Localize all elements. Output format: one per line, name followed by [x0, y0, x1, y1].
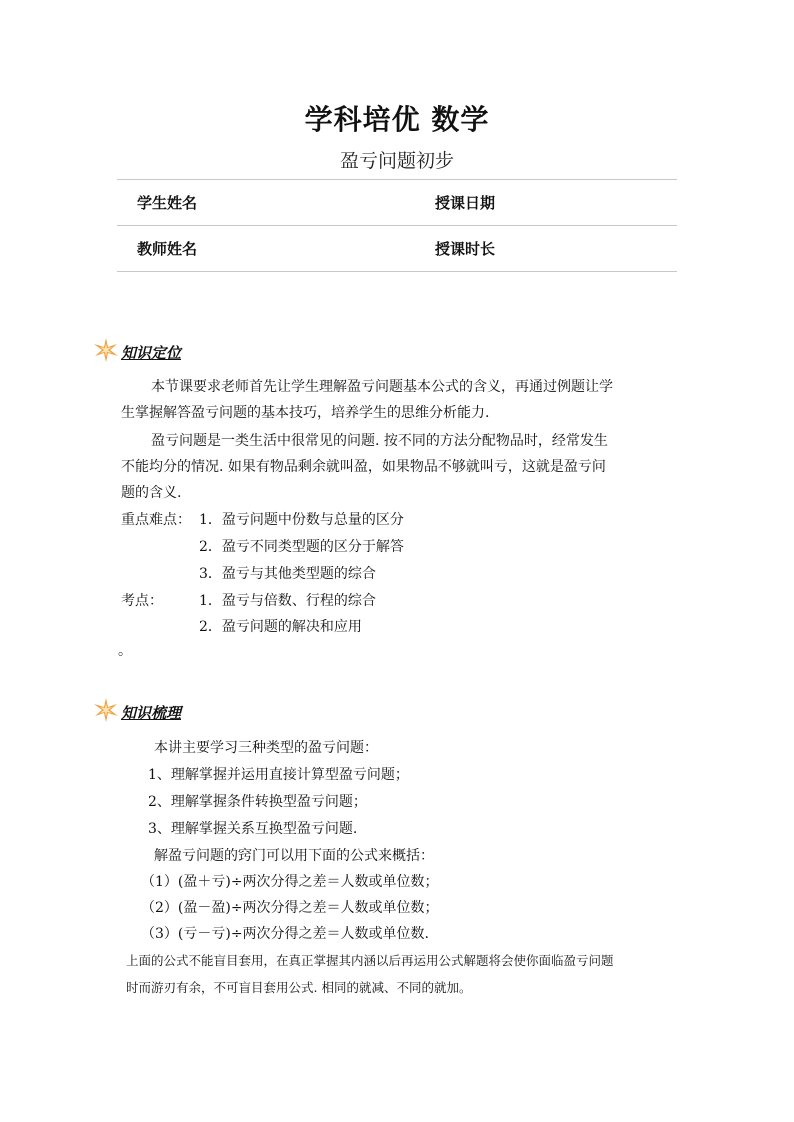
key-points-label: 重点难点： [121, 512, 191, 528]
para1-line1: 本节课要求老师首先让学生理解盈亏问题基本公式的含义，再通过例题让学 [151, 379, 613, 395]
type-item-1: 1、理解掌握并运用直接计算型盈亏问题； [148, 767, 409, 783]
section-heading-knowledge-position [92, 339, 181, 365]
formula-1: （1）(盈＋亏)÷两次分得之差＝人数或单位数； [141, 874, 439, 890]
exam-item-2: 2．盈亏问题的解决和应用 [199, 619, 362, 635]
para1-line2: 生掌握解答盈亏问题的基本技巧，培养学生的思维分析能力. [121, 405, 490, 421]
exam-points-label: 考点： [121, 593, 163, 609]
key-item-2: 2．盈亏不同类型题的区分于解答 [199, 539, 404, 555]
duration-label: 授课时长 [435, 226, 677, 272]
para2-line1: 盈亏问题是一类生活中很常见的问题. 按不同的方法分配物品时，经常发生 [151, 433, 608, 449]
exam-item-1: 1．盈亏与倍数、行程的综合 [199, 593, 376, 609]
date-label: 授课日期 [435, 180, 677, 226]
section-heading-label: 知识梳理 [121, 703, 182, 722]
page-title: 学科培优 数学 [304, 103, 490, 136]
info-row-1 [117, 180, 677, 226]
para2-line2: 不能均分的情况. 如果有物品剩余就叫盈，如果物品不够就叫亏，这就是盈亏问 [121, 459, 606, 475]
stray-mark: 。 [118, 643, 132, 659]
section-heading-knowledge-summary [92, 699, 181, 725]
note-line1: 上面的公式不能盲目套用，在真正掌握其内涵以后再运用公式解题将会使你面临盈亏问题 [126, 953, 614, 968]
type-item-2: 2、理解掌握条件转换型盈亏问题； [148, 794, 367, 810]
note-line2: 时而游刃有余，不可盲目套用公式. 相同的就减、不同的就加。 [126, 980, 472, 995]
formula-2: （2）(盈－盈)÷两次分得之差＝人数或单位数； [141, 900, 439, 916]
sparkle-star-icon [92, 696, 120, 728]
para2-line3: 题的含义. [121, 485, 182, 501]
type-item-3: 3、理解掌握关系互换型盈亏问题. [148, 821, 358, 837]
key-item-1: 1．盈亏问题中份数与总量的区分 [199, 512, 404, 528]
formula-intro: 解盈亏问题的窍门可以用下面的公式来概括： [154, 848, 434, 864]
formula-3: （3）(亏－亏)÷两次分得之差＝人数或单位数. [141, 926, 430, 942]
section-heading-label: 知识定位 [121, 343, 182, 362]
info-table [117, 179, 677, 272]
section2-intro: 本讲主要学习三种类型的盈亏问题： [154, 740, 378, 756]
key-item-3: 3．盈亏与其他类型题的综合 [199, 566, 376, 582]
page-subtitle: 盈亏问题初步 [339, 150, 454, 172]
student-name-label: 学生姓名 [117, 180, 435, 226]
info-row-2 [117, 226, 677, 272]
sparkle-star-icon [92, 336, 120, 368]
teacher-name-label: 教师姓名 [117, 226, 435, 272]
